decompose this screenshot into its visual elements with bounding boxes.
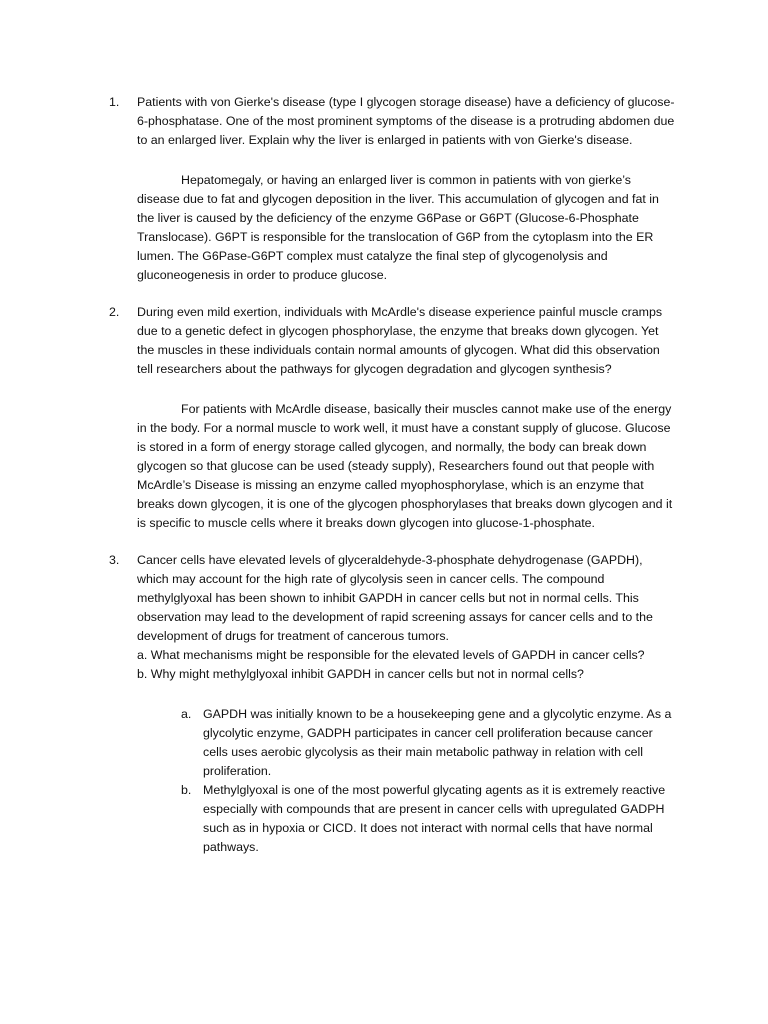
answer-text: Methylglyoxal is one of the most powerful glycating agents as it is extremely reactive especially with compounds that are present in cancer cells with upregulated GADPH such as in hypoxia or CICD. It does not interact with normal cells that have normal pathways. bbox=[203, 783, 666, 854]
question-text: Patients with von Gierke's disease (type I glycogen storage disease) have a deficiency of glucose-6-phosphatase. One of the most prominent symptoms of the disease is a protruding abdomen due to an enlarged liver. Explain why the liver is enlarged in patients with von Gierke's disease. bbox=[137, 95, 675, 147]
sub-question-a: a. What mechanisms might be responsible for the elevated levels of GAPDH in cancer cells? bbox=[137, 648, 645, 662]
question-text: During even mild exertion, individuals with McArdle's disease experience painful muscle cramps due to a genetic defect in glycogen phosphorylase, the enzyme that breaks down glycogen. Yet the muscles in these individuals contain normal amounts of glycogen. What did this observation tell researchers about the pathways for glycogen degradation and glycogen synthesis? bbox=[137, 305, 663, 376]
answer-list bbox=[181, 705, 675, 857]
sub-question-b: b. Why might methylglyoxal inhibit GAPDH in cancer cells but not in normal cells? bbox=[137, 667, 584, 681]
answer-marker: a. bbox=[181, 707, 192, 721]
answer-marker: b. bbox=[181, 783, 192, 797]
question-1 bbox=[109, 93, 675, 285]
answer-text: GAPDH was initially known to be a housekeeping gene and a glycolytic enzyme. As a glycolytic enzyme, GADPH participates in cancer cell proliferation because cancer cells uses aerobic glycolysis as their main metabolic pathway in relation with cell proliferation. bbox=[203, 707, 672, 778]
question-number: 2. bbox=[109, 305, 120, 319]
question-number: 3. bbox=[109, 553, 120, 567]
question-text: Cancer cells have elevated levels of glyceraldehyde-3-phosphate dehydrogenase (GAPDH), which may account for the high rate of glycolysis seen in cancer cells. The compound methylglyoxal has been shown to inhibit GAPDH in cancer cells but not in normal cells. This observation may lead to the development of rapid screening assays for cancer cells and to the development of drugs for treatment of cancerous tumors. bbox=[137, 553, 653, 643]
question-2 bbox=[109, 303, 675, 533]
answer-item-b bbox=[181, 781, 675, 857]
answer-paragraph: Hepatomegaly, or having an enlarged liver is common in patients with von gierke’s disease due to fat and glycogen deposition in the liver. This accumulation of glycogen and fat in the liver is caused by the deficiency of the enzyme G6Pase or G6PT (Glucose-6-Phosphate Translocase). G6PT is responsible for the translocation of G6P from the cytoplasm into the ER lumen. The G6Pase-G6PT complex must catalyze the final step of glycogenolysis and gluconeogenesis in order to produce glucose. bbox=[137, 173, 659, 282]
question-list bbox=[109, 93, 675, 875]
answer-item-a bbox=[181, 705, 675, 781]
answer-paragraph: For patients with McArdle disease, basically their muscles cannot make use of the energy in the body. For a normal muscle to work well, it must have a constant supply of glucose. Glucose is stored in a form of energy storage called glycogen, and normally, the body can break down glycogen so that glucose can be used (steady supply), Researchers found out that people with McArdle’s Disease is missing an enzyme called myophosphorylase, which is an enzyme that breaks down glycogen, it is one of the glycogen phosphorylases that breaks down glycogen and it is specific to muscle cells where it breaks down glycogen into glucose-1-phosphate. bbox=[137, 402, 673, 530]
question-number: 1. bbox=[109, 95, 120, 109]
question-3 bbox=[109, 551, 675, 857]
